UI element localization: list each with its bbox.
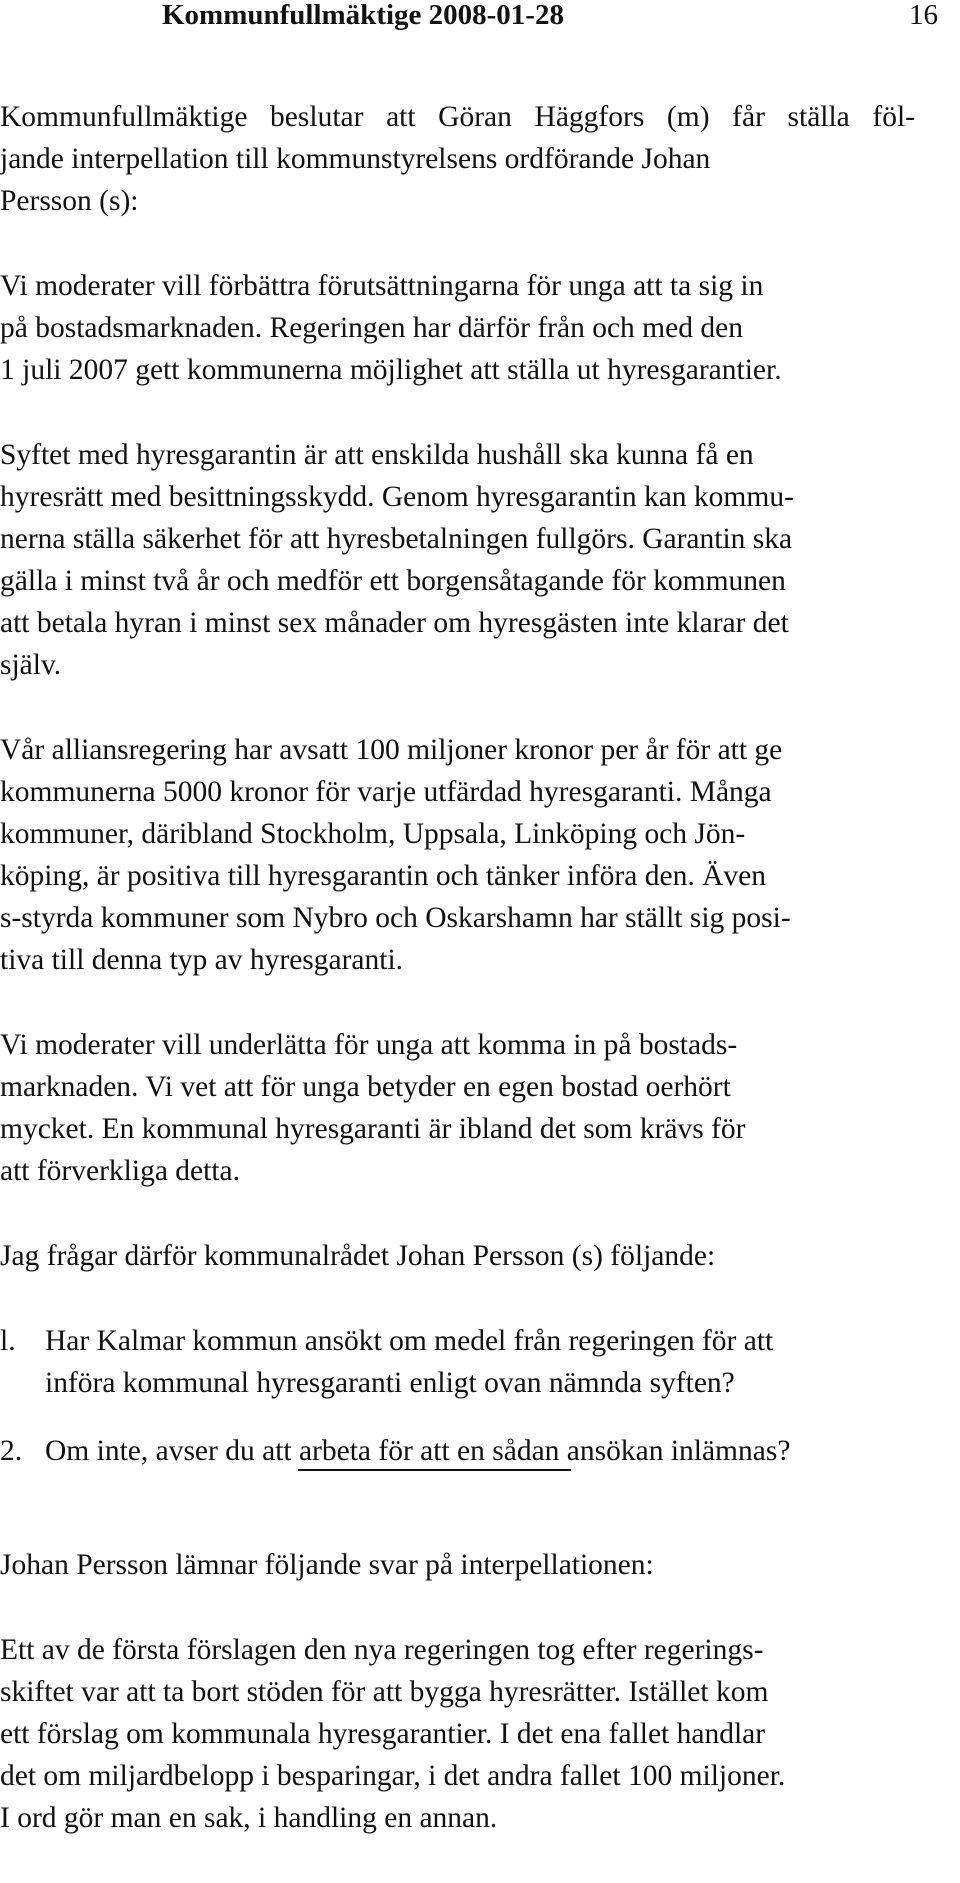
list-number: l. xyxy=(0,1325,16,1357)
paragraph-line: 1 juli 2007 gett kommunerna möjlighet att ställa ut hyresgarantier. xyxy=(0,354,782,386)
list-item-text: Om inte, avser du att arbeta för att en sådan ansökan inlämnas? xyxy=(45,1435,791,1467)
paragraph-line: att betala hyran i minst sex månader om hyresgästen inte klarar det xyxy=(0,607,789,639)
section-divider xyxy=(298,1469,571,1471)
paragraph-line: Vi moderater vill förbättra förutsättningarna för unga att ta sig in xyxy=(0,270,764,302)
paragraph-line: gälla i minst två år och medför ett borgensåtagande för kommunen xyxy=(0,565,786,597)
paragraph-line: kommuner, däribland Stockholm, Uppsala, Linköping och Jön- xyxy=(0,818,746,850)
answer-line: I ord gör man en sak, i handling en annan. xyxy=(0,1802,498,1834)
paragraph-line: att förverkliga detta. xyxy=(0,1155,240,1187)
list-item-text: införa kommunal hyresgaranti enligt ovan nämnda syften? xyxy=(45,1367,735,1399)
list-item-text: Har Kalmar kommun ansökt om medel från regeringen för att xyxy=(45,1325,774,1357)
paragraph-line: tiva till denna typ av hyresgaranti. xyxy=(0,944,404,976)
paragraph-line: hyresrätt med besittningsskydd. Genom hyresgarantin kan kommu- xyxy=(0,481,794,513)
paragraph-line: själv. xyxy=(0,649,62,681)
paragraph-line: Vi moderater vill underlätta för unga att komma in på bostads- xyxy=(0,1029,738,1061)
paragraph-line: på bostadsmarknaden. Regeringen har därför från och med den xyxy=(0,312,743,344)
answer-line: ett förslag om kommunala hyresgarantier. I det ena fallet handlar xyxy=(0,1718,766,1750)
paragraph-line: kommunerna 5000 kronor för varje utfärdad hyresgaranti. Många xyxy=(0,776,772,808)
paragraph-line: marknaden. Vi vet att för unga betyder en egen bostad oerhört xyxy=(0,1071,731,1103)
paragraph-line: Vår alliansregering har avsatt 100 miljoner kronor per år för att ge xyxy=(0,734,783,766)
paragraph-line: s-styrda kommuner som Nybro och Oskarshamn har ställt sig posi- xyxy=(0,902,791,934)
paragraph-line: nerna ställa säkerhet för att hyresbetalningen fullgörs. Garantin ska xyxy=(0,523,793,555)
paragraph-line: Syftet med hyresgarantin är att enskilda hushåll ska kunna få en xyxy=(0,439,754,471)
list-number: 2. xyxy=(0,1435,23,1467)
page-number: 16 xyxy=(909,0,938,31)
paragraph-line: Kommunfullmäktige beslutar att Göran Häggfors (m) får ställa föl- xyxy=(0,101,915,133)
answer-line: det om miljardbelopp i besparingar, i det andra fallet 100 miljoner. xyxy=(0,1760,786,1792)
paragraph-line: Jag frågar därför kommunalrådet Johan Persson (s) följande: xyxy=(0,1240,716,1272)
answer-line: skiftet var att ta bort stöden för att bygga hyresrätter. Istället kom xyxy=(0,1676,769,1708)
paragraph-line: jande interpellation till kommunstyrelsens ordförande Johan xyxy=(0,143,711,175)
paragraph-line: mycket. En kommunal hyresgaranti är ibland det som krävs för xyxy=(0,1113,746,1145)
paragraph-line: Persson (s): xyxy=(0,185,139,217)
answer-line: Ett av de första förslagen den nya regeringen tog efter regerings- xyxy=(0,1634,764,1666)
answer-intro: Johan Persson lämnar följande svar på interpellationen: xyxy=(0,1549,654,1581)
document-title: Kommunfullmäktige 2008-01-28 xyxy=(162,0,564,31)
paragraph-line: köping, är positiva till hyresgarantin och tänker införa den. Även xyxy=(0,860,766,892)
page-header xyxy=(0,0,960,40)
